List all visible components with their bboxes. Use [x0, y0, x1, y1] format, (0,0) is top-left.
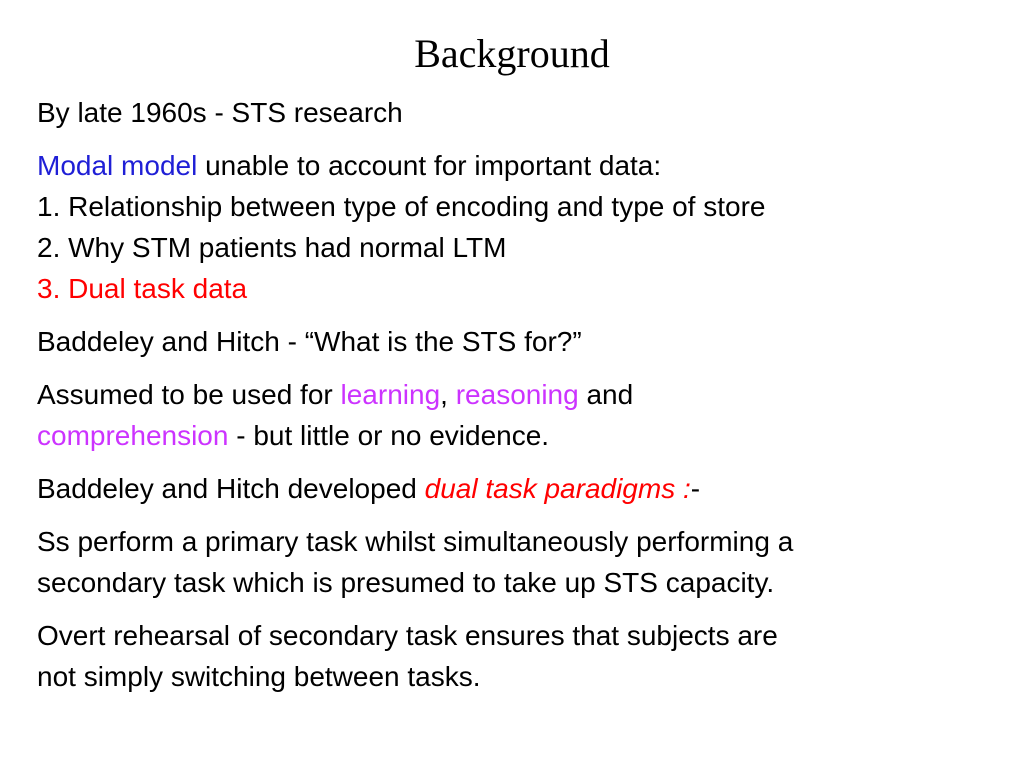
- list-item-encoding: 1. Relationship between type of encoding and type of store: [37, 191, 766, 222]
- term-comprehension: comprehension: [37, 420, 229, 451]
- paragraph-overt-rehearsal: [37, 615, 997, 697]
- paragraph-sts-research: [37, 92, 997, 133]
- list-item-stm-patients: 2. Why STM patients had normal LTM: [37, 232, 507, 263]
- paragraph-dual-task: [37, 468, 997, 509]
- paragraph-primary-task: [37, 521, 997, 603]
- term-dual-task-paradigms: dual task paradigms :: [424, 473, 691, 504]
- text-modal-model-rest: unable to account for important data:: [197, 150, 662, 181]
- paragraph-sts-question: [37, 321, 997, 362]
- text-sts-question: Baddeley and Hitch - “What is the STS for?”: [37, 326, 582, 357]
- primary-task-line-1: Ss perform a primary task whilst simultaneously performing a: [37, 526, 794, 557]
- paragraph-assumed-use: [37, 374, 997, 456]
- text-developed-prefix: Baddeley and Hitch developed: [37, 473, 425, 504]
- text-sts-research: By late 1960s - STS research: [37, 97, 403, 128]
- slide-title: Background: [414, 31, 610, 76]
- list-item-dual-task: 3. Dual task data: [37, 273, 248, 304]
- text-and: and: [578, 379, 634, 410]
- term-learning: learning: [340, 379, 441, 410]
- assumed-use-line-1: [37, 374, 997, 415]
- text-assumed-prefix: Assumed to be used for: [37, 379, 341, 410]
- assumed-use-line-2: [37, 415, 997, 456]
- slide-body: [37, 92, 997, 709]
- modal-model-line: [37, 145, 997, 186]
- paragraph-modal-model: [37, 145, 997, 309]
- text-assumed-suffix: - but little or no evidence.: [228, 420, 550, 451]
- text-comma: ,: [440, 379, 456, 410]
- overt-rehearsal-line-1: Overt rehearsal of secondary task ensures that subjects are: [37, 620, 778, 651]
- term-modal-model: Modal model: [37, 150, 198, 181]
- primary-task-line-2: secondary task which is presumed to take up STS capacity.: [37, 567, 775, 598]
- overt-rehearsal-line-2: not simply switching between tasks.: [37, 661, 481, 692]
- term-reasoning: reasoning: [455, 379, 579, 410]
- text-developed-suffix: -: [690, 473, 701, 504]
